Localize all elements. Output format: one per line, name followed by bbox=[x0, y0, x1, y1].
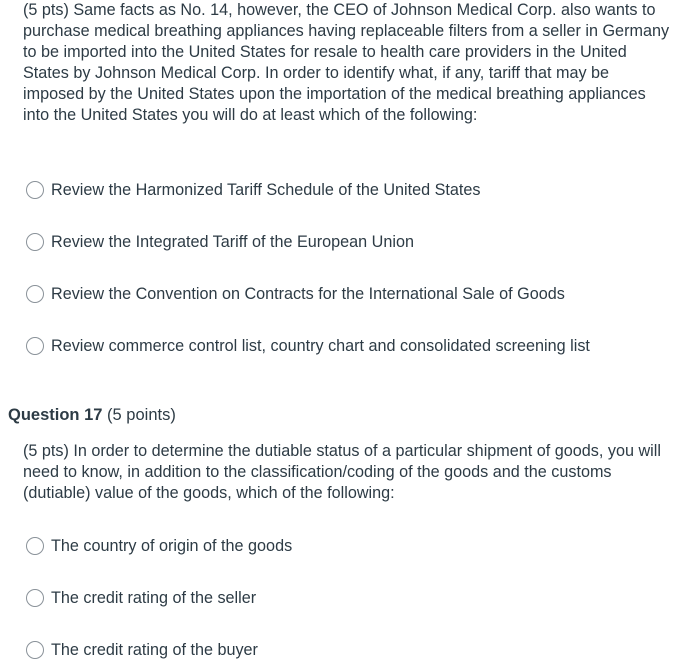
q17-option-3[interactable] bbox=[26, 638, 258, 662]
radio-button[interactable] bbox=[26, 589, 44, 607]
radio-button[interactable] bbox=[26, 337, 44, 355]
q16-option-2[interactable] bbox=[26, 230, 414, 254]
radio-button[interactable] bbox=[26, 285, 44, 303]
option-label: Review the Integrated Tariff of the European Union bbox=[51, 232, 414, 251]
option-label: Review the Harmonized Tariff Schedule of the United States bbox=[51, 180, 481, 199]
question-points: (5 points) bbox=[107, 406, 176, 424]
option-label: The credit rating of the seller bbox=[51, 588, 257, 607]
option-label: Review commerce control list, country chart and consolidated screening list bbox=[51, 336, 590, 355]
q17-option-2[interactable] bbox=[26, 586, 256, 610]
radio-button[interactable] bbox=[26, 233, 44, 251]
radio-button[interactable] bbox=[26, 641, 44, 659]
question-17-header bbox=[8, 404, 176, 426]
radio-button[interactable] bbox=[26, 537, 44, 555]
q16-option-3[interactable] bbox=[26, 282, 565, 306]
q16-option-1[interactable] bbox=[26, 178, 481, 202]
option-label: The credit rating of the buyer bbox=[51, 640, 258, 659]
option-label: The country of origin of the goods bbox=[51, 536, 293, 555]
question-title: Question 17 bbox=[8, 406, 103, 424]
option-label: Review the Convention on Contracts for the International Sale of Goods bbox=[51, 284, 565, 303]
q16-option-4[interactable] bbox=[26, 334, 590, 358]
question-16-prompt: (5 pts) Same facts as No. 14, however, the CEO of Johnson Medical Corp. also wants to purchase medical breathing appliances having replaceable filters from a seller in Germany to be imported into the United States for resale to health care providers in the United States by Johnson Medical Corp. In order to identify what, if any, tariff that may be imposed by the United States upon the importation of the medical breathing appliances into the United States you will do at least which of the following: bbox=[23, 1, 670, 124]
q17-option-1[interactable] bbox=[26, 534, 292, 558]
question-17-prompt: (5 pts) In order to determine the dutiable status of a particular shipment of goods, you will need to know, in addition to the classification/coding of the goods and the customs (dutiable) value of the goods, which of the following: bbox=[23, 442, 661, 502]
radio-button[interactable] bbox=[26, 181, 44, 199]
